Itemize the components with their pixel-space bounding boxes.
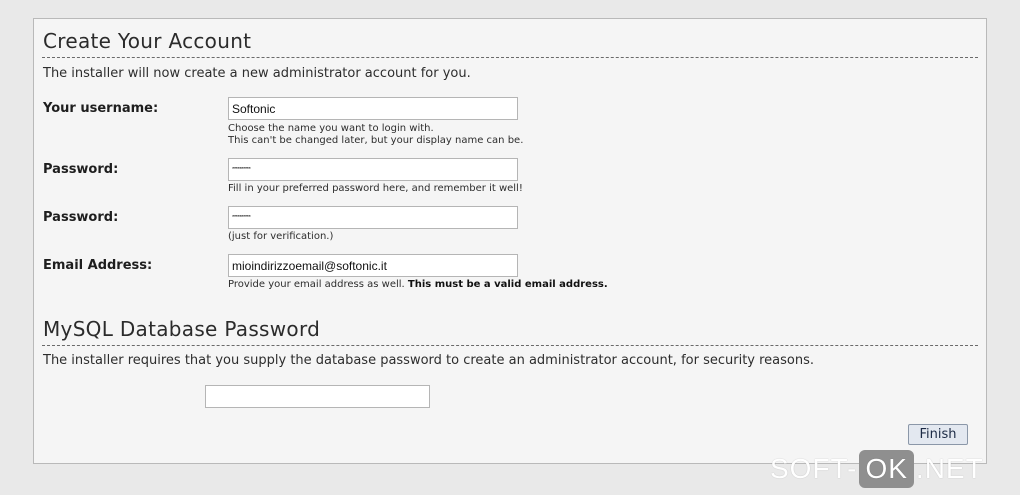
section-divider <box>42 345 978 346</box>
email-input[interactable] <box>228 254 518 277</box>
database-intro-text: The installer requires that you supply the database password to create an administrator account, for security reasons. <box>43 353 815 368</box>
watermark-logo <box>770 450 984 488</box>
section-divider <box>42 57 978 58</box>
username-input[interactable] <box>228 97 518 120</box>
password-label: Password: <box>43 162 119 177</box>
password-hint: Fill in your preferred password here, and remember it well! <box>228 183 523 194</box>
email-hint-text: Provide your email address as well. <box>228 279 405 290</box>
watermark-middle: OK <box>859 450 913 488</box>
password-confirm-input[interactable] <box>228 206 518 229</box>
account-intro-text: The installer will now create a new administrator account for you. <box>43 66 471 81</box>
email-hint <box>228 279 608 291</box>
username-hint-line1: Choose the name you want to login with. <box>228 123 434 134</box>
username-hint-line2: This can't be changed later, but your display name can be. <box>228 135 524 146</box>
username-label: Your username: <box>43 101 159 116</box>
username-hint <box>228 123 523 147</box>
database-password-input[interactable] <box>205 385 430 408</box>
watermark-right: .NET <box>915 453 984 484</box>
installer-panel <box>33 18 987 464</box>
email-label: Email Address: <box>43 258 153 273</box>
finish-button[interactable]: Finish <box>908 424 968 445</box>
password-input[interactable] <box>228 158 518 181</box>
mysql-password-heading: MySQL Database Password <box>43 317 321 341</box>
email-hint-warning: This must be a valid email address. <box>407 279 608 290</box>
password-confirm-hint: (just for verification.) <box>228 231 334 242</box>
create-account-heading: Create Your Account <box>43 29 252 53</box>
watermark-left: SOFT- <box>770 453 858 484</box>
password-confirm-label: Password: <box>43 210 119 225</box>
